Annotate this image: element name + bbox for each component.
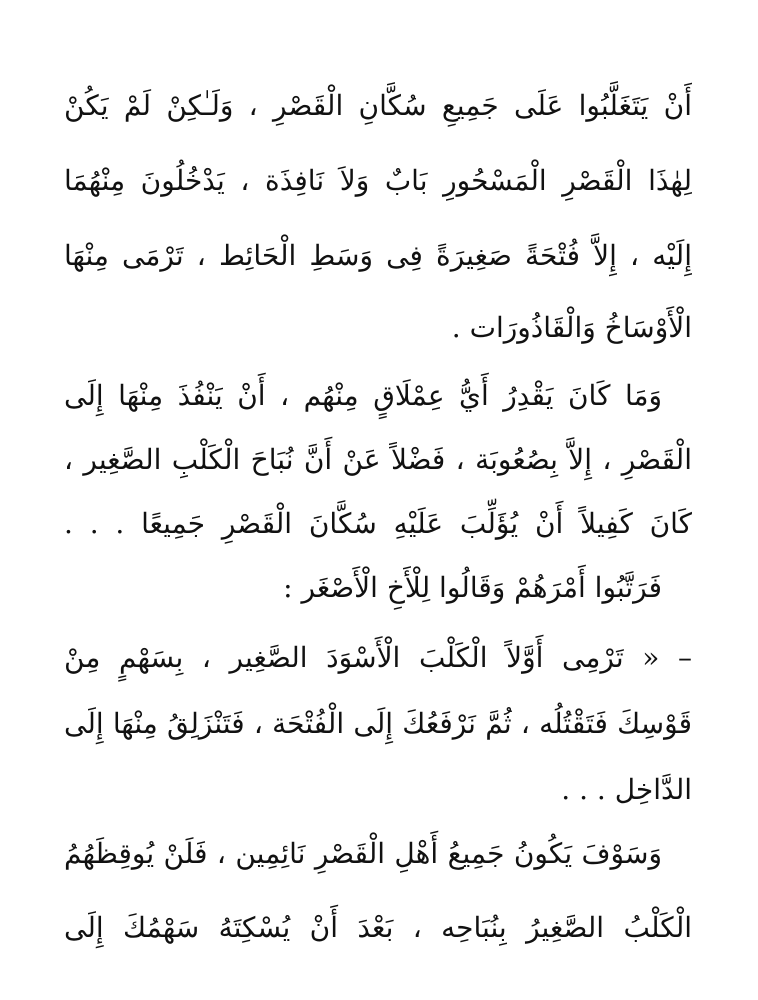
- text-line-4: الْأَوْسَاخُ وَالْقَاذُورَات .: [451, 311, 692, 344]
- text-line-12: وَسَوْفَ يَكُونُ جَمِيعُ أَهْلِ الْقَصْرِ نَائِمِين ، فَلَنْ يُوقِظَهُمُ: [64, 837, 662, 870]
- text-line-3: إِلَيْه ، إِلاَّ فُتْحَةً صَغِيرَةً فِى وَسَطِ الْحَائِط ، تَرْمَى مِنْهَا: [64, 239, 692, 272]
- text-line-7: كَانَ كَفِيلاً أَنْ يُؤَلِّبَ عَلَيْهِ سُكَّانَ الْقَصْرِ جَمِيعًا . . .: [64, 507, 692, 540]
- text-line-10: قَوْسِكَ فَتَقْتُلُه ، ثُمَّ نَرْفَعُكَ إِلَى الْفُتْحَة ، فَتَنْزَلِقُ مِنْهَا إِلَى: [64, 707, 692, 740]
- text-line-6: الْقَصْرِ ، إِلاَّ بِصُعُوبَة ، فَضْلاً عَنْ أَنَّ نُبَاحَ الْكَلْبِ الصَّغِير ،: [64, 443, 692, 476]
- text-line-5: وَمَا كَانَ يَقْدِرُ أَيُّ عِمْلَاقٍ مِنْهُم ، أَنْ يَنْفُذَ مِنْهَا إِلَى: [64, 379, 662, 412]
- text-line-1: أَنْ يَتَغَلَّبُوا عَلَى جَمِيعِ سُكَّانِ الْقَصْرِ ، وَلَـٰكِنْ لَمْ يَكُنْ: [64, 89, 692, 122]
- text-line-9: – « تَرْمِى أَوَّلاً الْكَلْبَ الْأَسْوَدَ الصَّغِير ، بِسَهْمٍ مِنْ: [64, 641, 692, 674]
- text-line-2: لِهٰذَا الْقَصْرِ الْمَسْحُورِ بَابٌ وَلاَ نَافِذَة ، يَدْخُلُونَ مِنْهُمَا: [64, 164, 692, 197]
- text-line-11: الدَّاخِل . . .: [561, 773, 692, 806]
- text-line-8: فَرَتَّبُوا أَمْرَهُمْ وَقَالُوا لِلْأَخِ الْأَصْغَر :: [283, 571, 662, 604]
- text-line-13: الْكَلْبُ الصَّغِيرُ بِنُبَاحِه ، بَعْدَ أَنْ يُسْكِتَهُ سَهْمُكَ إِلَى: [64, 911, 692, 944]
